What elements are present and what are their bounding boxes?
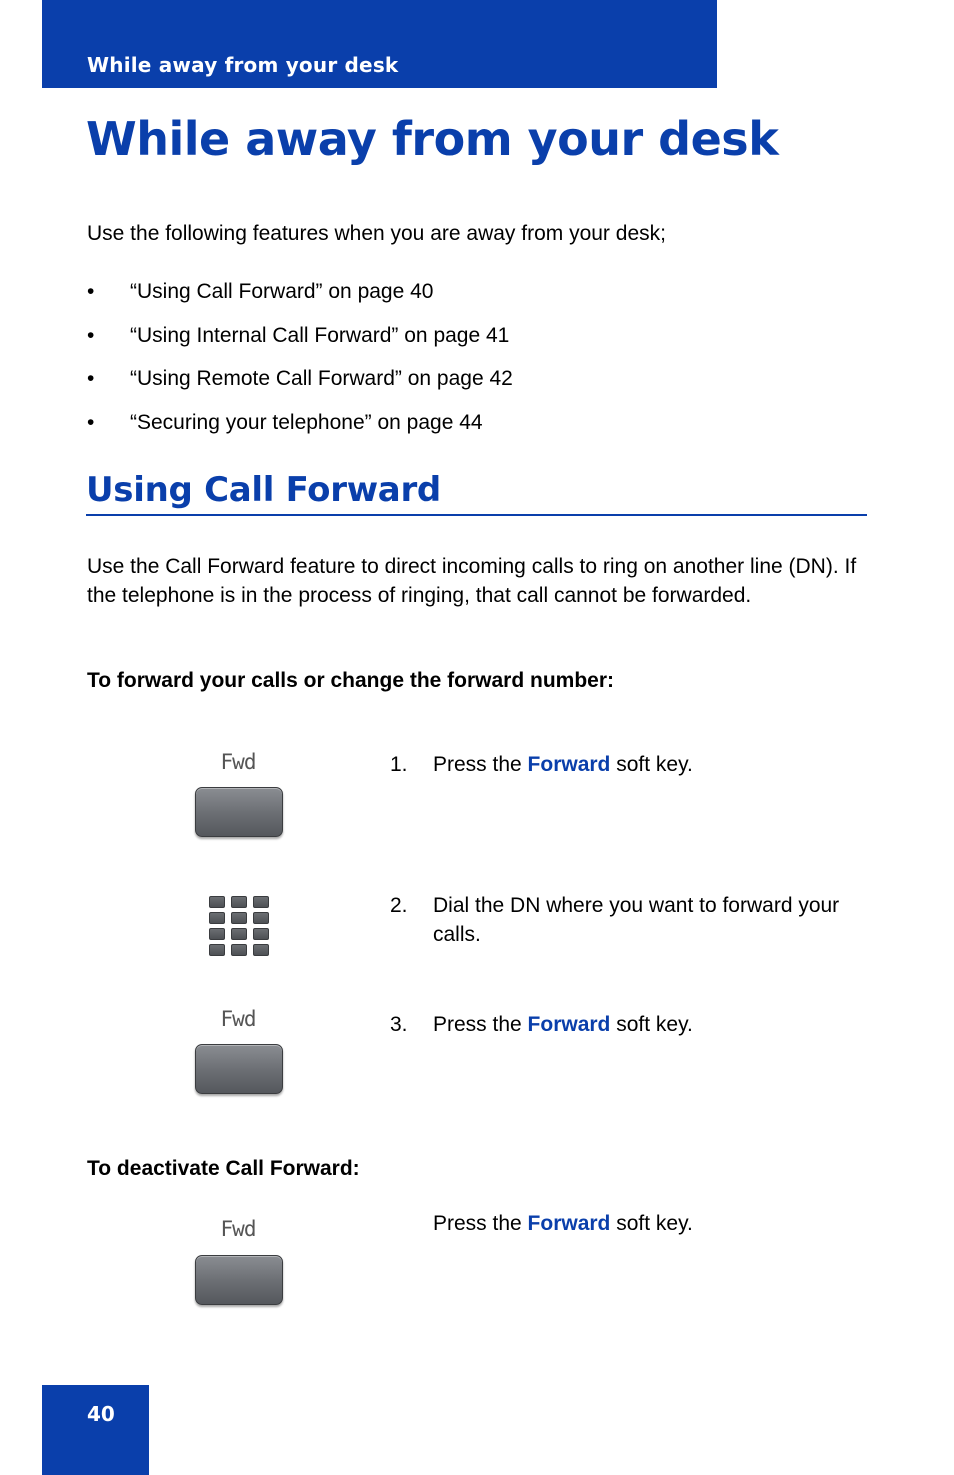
procedure-heading-forward: To forward your calls or change the forward number: xyxy=(87,669,615,692)
page-title: While away from your desk xyxy=(86,112,779,166)
step-number: 2. xyxy=(390,894,408,917)
softkey-label: Fwd xyxy=(220,1007,256,1031)
step-text-post: soft key. xyxy=(610,1212,693,1235)
list-item-text: “Securing your telephone” on page 44 xyxy=(130,410,483,434)
step-text: Dial the DN where you want to forward your calls. xyxy=(433,894,840,946)
step-number: 3. xyxy=(390,1013,408,1036)
step-text xyxy=(433,750,873,779)
forward-keyword: Forward xyxy=(527,753,611,776)
step-text-post: soft key. xyxy=(610,1013,693,1036)
step-text xyxy=(433,1209,873,1238)
intro-text: Use the following features when you are away from your desk; xyxy=(87,222,666,245)
step-text-pre: Press the xyxy=(433,1013,528,1036)
footer-page-box xyxy=(42,1385,149,1475)
step-text-post: soft key. xyxy=(610,753,693,776)
list-item-text: “Using Internal Call Forward” on page 41 xyxy=(130,323,510,347)
list-item-text: “Using Call Forward” on page 40 xyxy=(130,280,434,303)
list-item-text: “Using Remote Call Forward” on page 42 xyxy=(130,367,513,390)
list-item[interactable] xyxy=(87,278,513,322)
softkey-label: Fwd xyxy=(220,1217,256,1241)
softkey-button-icon xyxy=(195,787,283,837)
bullet-marker: • xyxy=(87,410,95,434)
section-description: Use the Call Forward feature to direct incoming calls to ring on another line (DN). If the telephone is in the process of ringing, that call cannot be forwarded. xyxy=(87,555,857,607)
step-text-pre: Press the xyxy=(433,753,528,776)
bullet-marker: • xyxy=(87,367,95,390)
list-item[interactable] xyxy=(87,365,513,409)
feature-list xyxy=(87,278,513,452)
section-title: Using Call Forward xyxy=(86,470,867,516)
forward-keyword: Forward xyxy=(527,1013,611,1036)
list-item[interactable] xyxy=(87,322,513,366)
page-number: 40 xyxy=(87,1402,115,1426)
step-text xyxy=(433,1010,873,1039)
bullet-marker: • xyxy=(87,323,95,347)
softkey-label: Fwd xyxy=(220,750,256,774)
softkey-button-icon xyxy=(195,1044,283,1094)
running-title: While away from your desk xyxy=(87,53,399,77)
forward-keyword: Forward xyxy=(527,1212,611,1235)
bullet-marker: • xyxy=(87,280,95,303)
header-bar xyxy=(42,0,717,88)
softkey-button-icon xyxy=(195,1255,283,1305)
step-number: 1. xyxy=(390,753,408,776)
dialpad-icon xyxy=(209,896,269,956)
step-text-pre: Press the xyxy=(433,1212,528,1235)
procedure-heading-deactivate: To deactivate Call Forward: xyxy=(87,1157,360,1180)
list-item[interactable] xyxy=(87,409,513,453)
